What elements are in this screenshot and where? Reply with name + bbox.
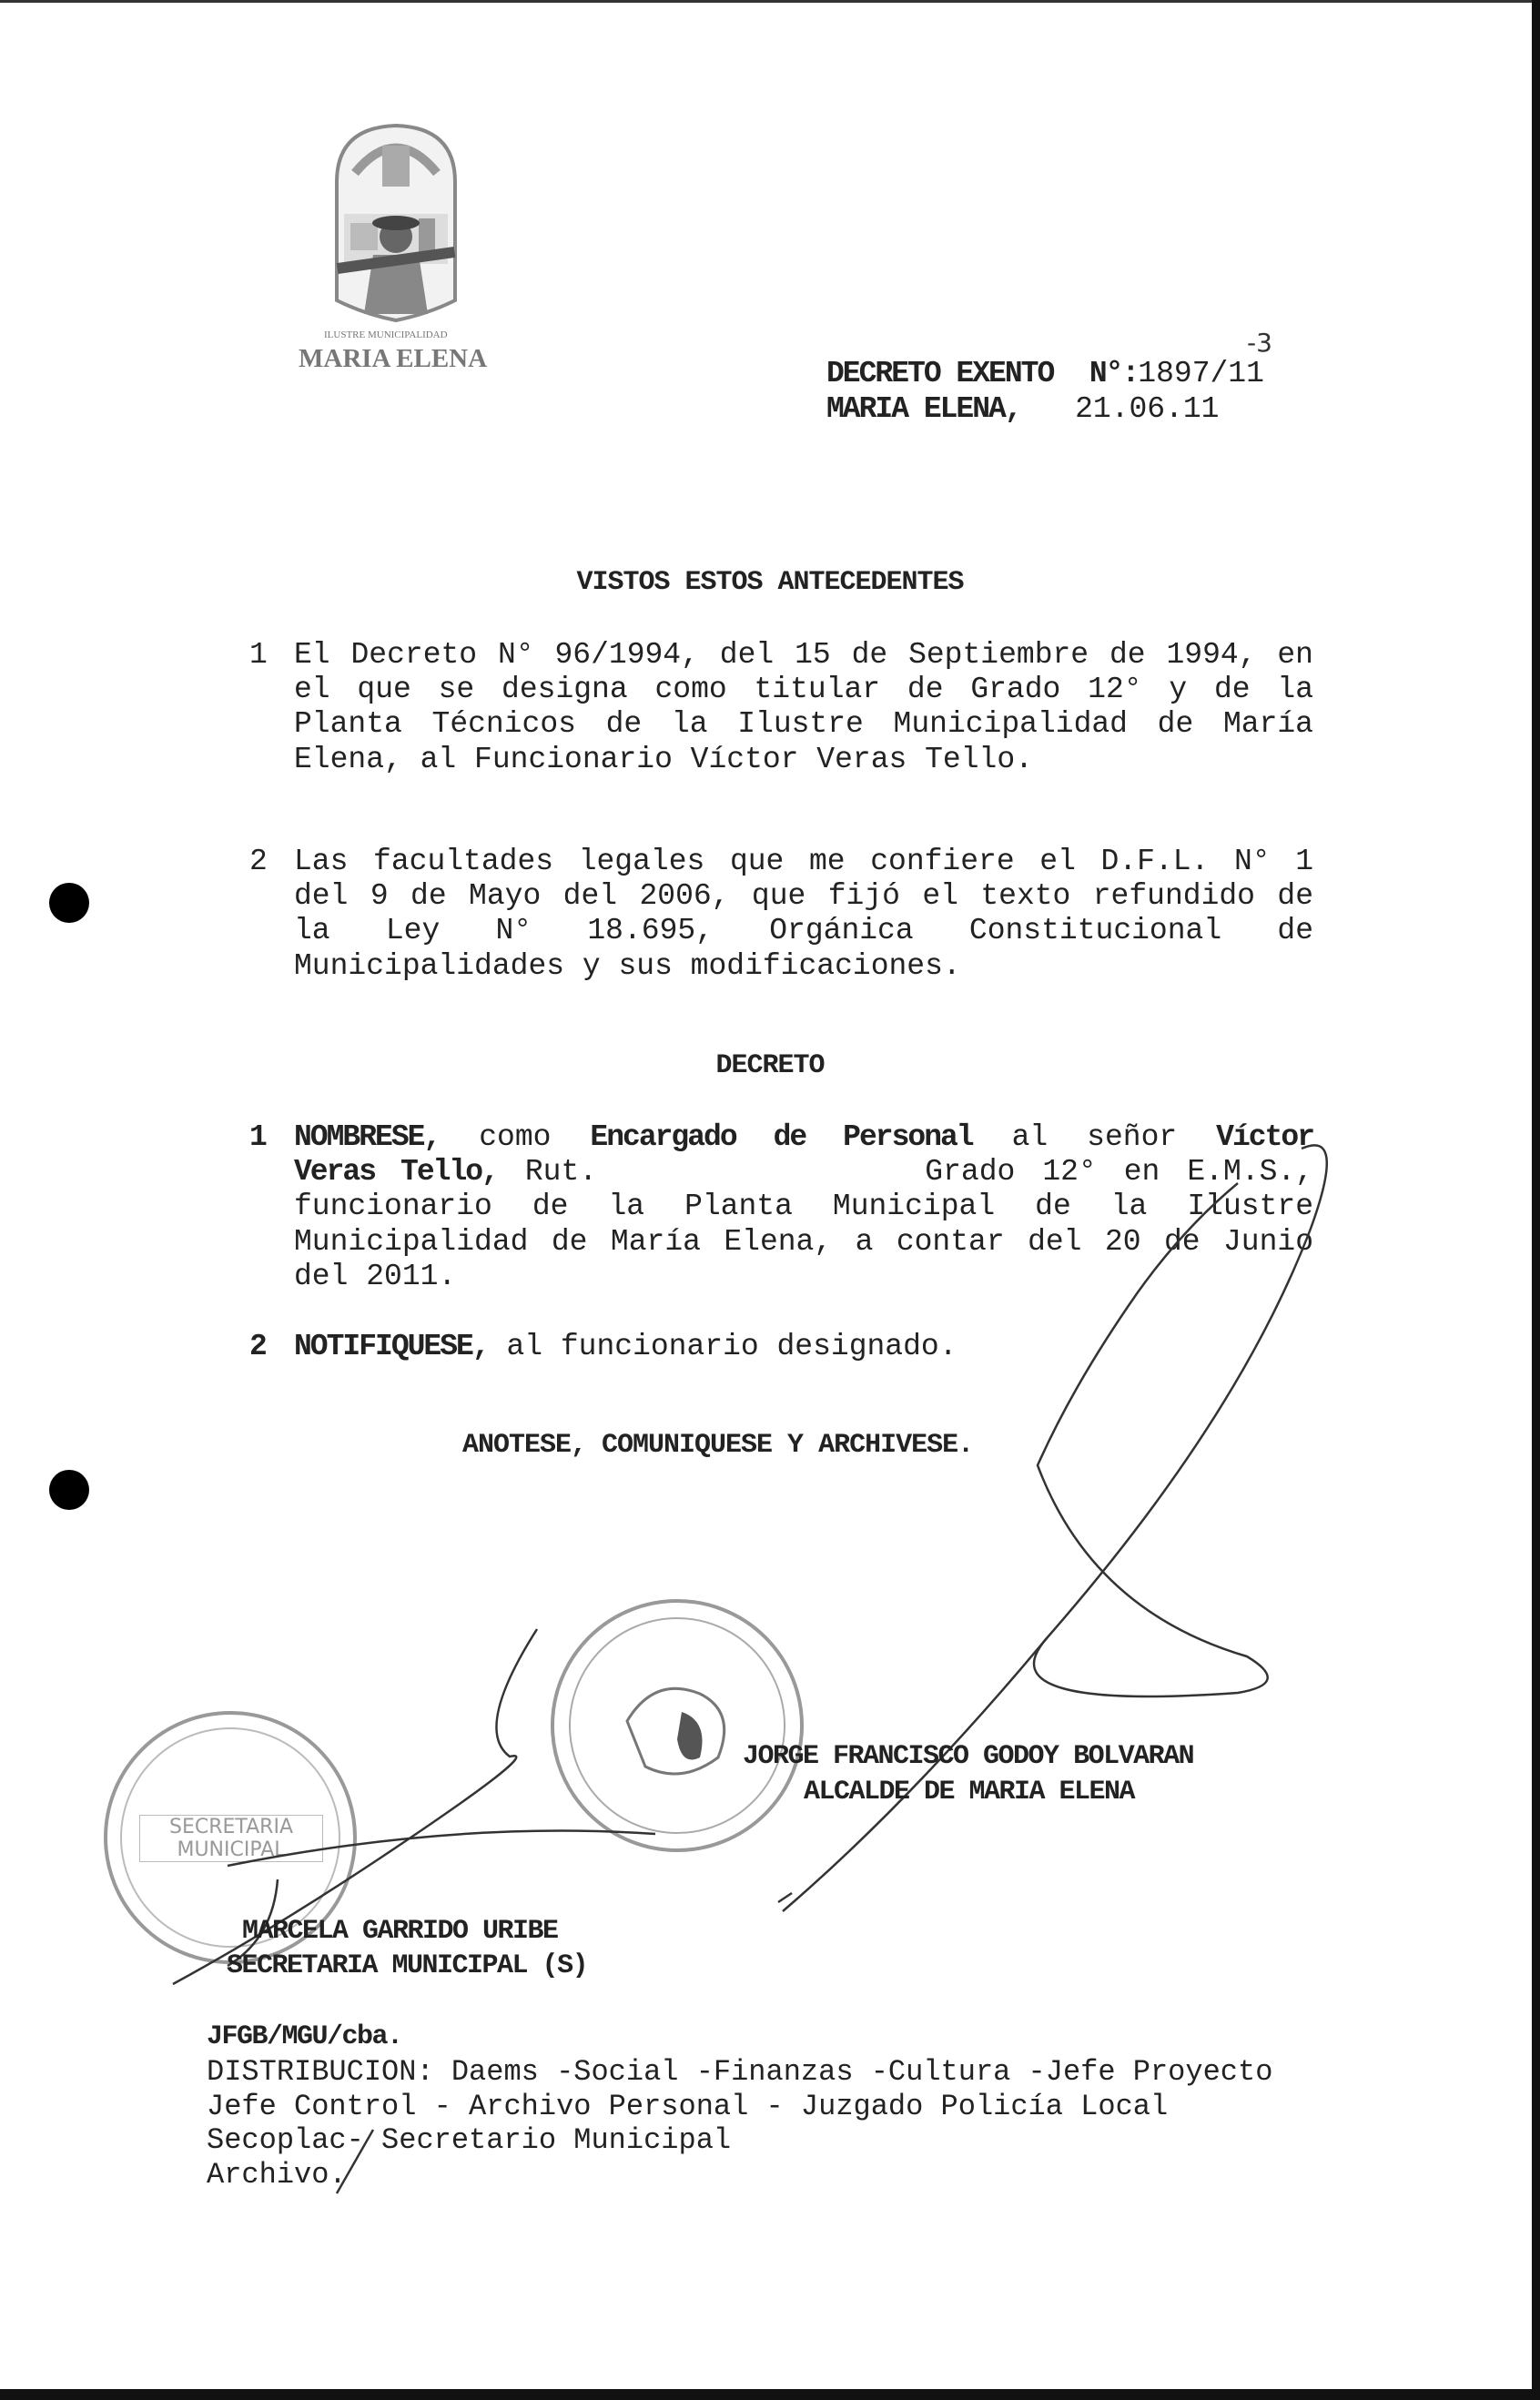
text: el que se designa como titular de Grado 12° y de la	[294, 673, 1313, 707]
text: funcionario de la Planta Municipal de la Ilustre	[294, 1190, 1313, 1224]
distribution-line: DISTRIBUCION: Daems -Social -Finanzas -Cultura -Jefe Proyecto	[207, 2055, 1273, 2089]
secretary-stamp: SECRETARIA MUNICIPAL	[104, 1711, 357, 1964]
secretary-name: MARCELA GARRIDO URIBE	[242, 1916, 558, 1947]
text: al señor	[972, 1120, 1217, 1154]
item-number: 2	[249, 1330, 268, 1363]
text: Las facultades legales que me confiere el D.F.L. N° 1	[294, 845, 1313, 878]
decree-label: DECRETO EXENTO	[826, 357, 1054, 390]
text: Planta Técnicos de la Ilustre Municipalidad de María	[294, 707, 1313, 742]
text: Elena, al Funcionario Víctor Veras Tello.	[294, 742, 1033, 776]
text: Rut. Grado 12° en E.M.S.,	[497, 1155, 1313, 1190]
logo-subtitle: ILUSTRE MUNICIPALIDAD	[324, 329, 448, 340]
distribution-line: Archivo.	[207, 2157, 347, 2192]
text: El Decreto N° 96/1994, del 15 de Septiembre de 1994, en	[294, 638, 1313, 672]
decree-place: MARIA ELENA,	[826, 392, 1021, 426]
bold-text: NOTIFIQUESE,	[294, 1330, 489, 1363]
secretary-title: SECRETARIA MUNICIPAL (S)	[227, 1950, 588, 1981]
item-number: 1	[249, 1120, 268, 1154]
closing-formula: ANOTESE, COMUNIQUESE Y ARCHIVESE.	[462, 1430, 974, 1461]
decree-date: 21.06.11	[1075, 392, 1220, 426]
distribution-line: Secoplac- Secretario Municipal	[207, 2123, 732, 2157]
item-number: 1	[249, 638, 268, 672]
bold-text: Víctor	[1216, 1120, 1313, 1154]
text: Municipalidad de María Elena, a contar del 20 de Junio	[294, 1224, 1313, 1259]
decreto-heading: DECRETO	[715, 1050, 825, 1081]
decree-number-label: N°:	[1089, 357, 1139, 390]
item-number: 2	[249, 845, 268, 878]
bold-text: Encargado de Personal	[590, 1120, 973, 1154]
bold-text: Veras Tello,	[294, 1155, 498, 1190]
initials: JFGB/MGU/cba.	[207, 2021, 402, 2052]
vistos-heading: VISTOS ESTOS ANTECEDENTES	[576, 567, 964, 598]
text: Municipalidades y sus modificaciones.	[294, 948, 961, 983]
logo-title: MARIA ELENA	[299, 344, 488, 373]
mayor-title: ALCALDE DE MARIA ELENA	[804, 1777, 1135, 1808]
text: la Ley N° 18.695, Orgánica Constitucional de	[294, 914, 1313, 948]
mayor-name: JORGE FRANCISCO GODOY BOLVARAN	[743, 1741, 1194, 1772]
decree-number: 1897/11	[1138, 357, 1264, 390]
text: del 9 de Mayo del 2006, que fijó el texto refundido de	[294, 879, 1313, 914]
distribution-list	[207, 2055, 1272, 2192]
text: del 2011.	[294, 1259, 457, 1293]
handwritten-page-mark: -3	[1247, 328, 1272, 358]
bold-text: NOMBRESE,	[294, 1120, 441, 1154]
text: como	[440, 1120, 591, 1154]
distribution-line: Jefe Control - Archivo Personal - Juzgado Policía Local	[207, 2089, 1169, 2123]
text: al funcionario designado.	[488, 1330, 957, 1363]
